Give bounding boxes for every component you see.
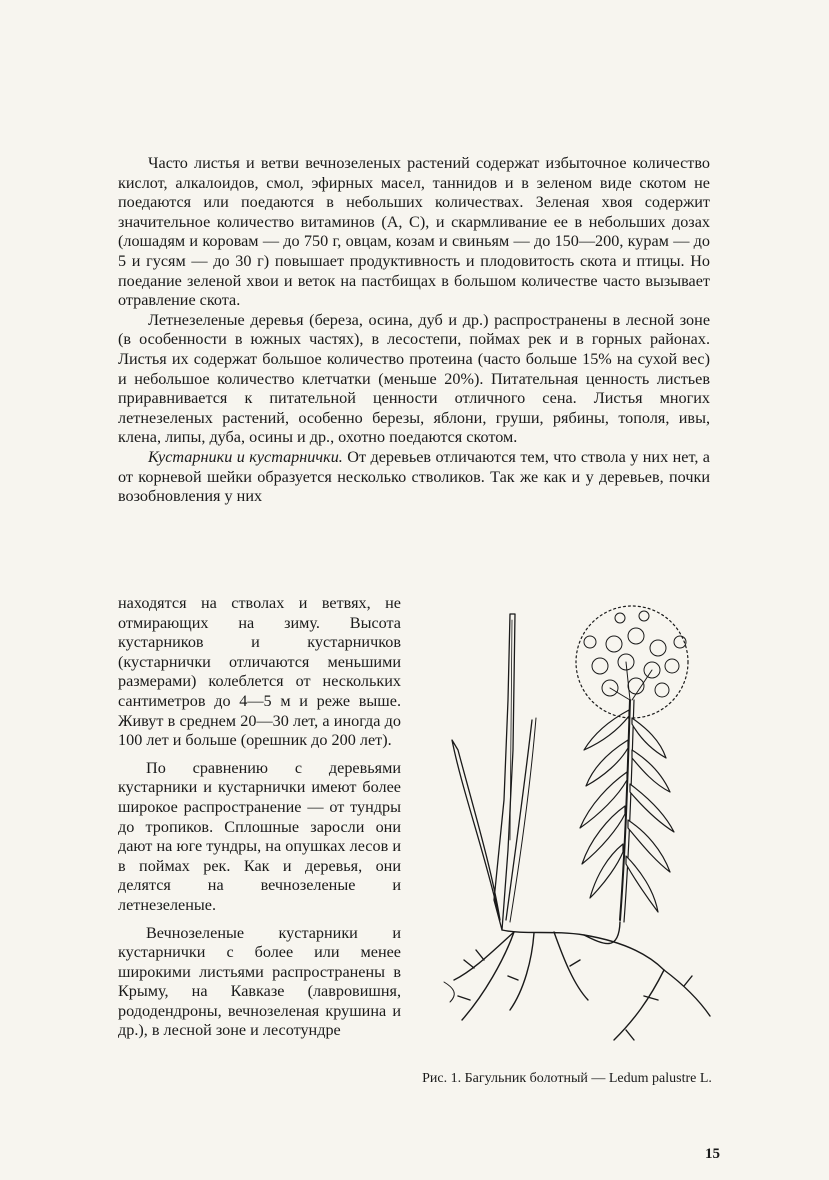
figure-caption (420, 1070, 714, 1087)
figure-ledum-palustre (414, 600, 714, 1062)
paragraph-shrubs-continued: находятся на стволах и ветвях, не отмирающих на зиму. Высота кустарников и кустарничков (кустарнички отличаются меньшими размерами) колеблется от нескольких сантиметров до 4—5 м и реже выше. Живут в среднем 20—30 лет, а иногда до 100 лет и больше (орешник до 200 лет). (118, 594, 401, 750)
ledum-illustration (414, 600, 714, 1062)
flower-cluster (576, 606, 688, 718)
figure-caption-text: Багульник болотный — Ledum palustre L. (464, 1071, 712, 1086)
left-column-text (118, 594, 401, 1041)
paragraph-deciduous-trees: Летнезеленые деревья (береза, осина, дуб и др.) распространены в лесной зоне (в особенности в южных частях), в лесостепи, поймах рек и в горных районах. Листья их содержат большое количество протеина (часто больше 15% на сухой вес) и небольшое количество клетчатки (меньше 20%). Питательная ценность листьев приравнивается к питательной ценности отличного сена. Листья многих летнезеленых растений, особенно березы, яблони, груши, рябины, тополя, ивы, клена, липы, дуба, осины и др., охотно поедаются скотом. (118, 310, 710, 447)
paragraph-shrubs-intro-text: От деревьев отличаются тем, что ствола у них нет, а от корневой шейки образуется несколько стволиков. Так же как и у деревьев, почки возобновления у них (118, 447, 710, 506)
paragraph-shrubs-intro (118, 448, 710, 507)
paragraph-evergreen-feed: Часто листья и ветви вечнозеленых растений содержат избыточное количество кислот, алкалоидов, смол, эфирных масел, таннидов и в зеленом виде скотом не поедаются или поедаются в небольших количествах. Зеленая хвоя содержит значительное количество витаминов (А, С), и скармливание ее в небольших дозах (лошадям и коровам — до 750 г, овцам, козам и свиньям — до 150—200, курам — до 5 и гусям — до 30 г) повышает продуктивность и плодовитость скота и птицы. Но поедание зеленой хвои и веток на пастбищах в большом количестве часто вызывает отравление скота. (118, 154, 710, 310)
paragraph-shrub-distribution: По сравнению с деревьями кустарники и кустарнички имеют более широкое распространение — от тундры до тропиков. Сплошные заросли они дают на юге тундры, на опушках лесов и в поймах рек. Как и деревья, они делятся на вечнозеленые и летнезеленые. (118, 758, 401, 914)
figure-label: Рис. 1. (422, 1071, 462, 1086)
paragraph-evergreen-shrubs: Вечнозеленые кустарники и кустарнички с более или менее широкими листьями распространены в Крыму, на Кавказе (лавровишня, рододендроны, вечнозеленая крушина и др.), в лесной зоне и лесотундре (118, 923, 401, 1040)
roots (444, 922, 710, 1040)
page-number: 15 (705, 1146, 720, 1162)
section-heading-shrubs: Кустарники и кустарнички. (148, 447, 343, 466)
main-text-block (118, 154, 710, 507)
left-leaf (452, 740, 500, 920)
